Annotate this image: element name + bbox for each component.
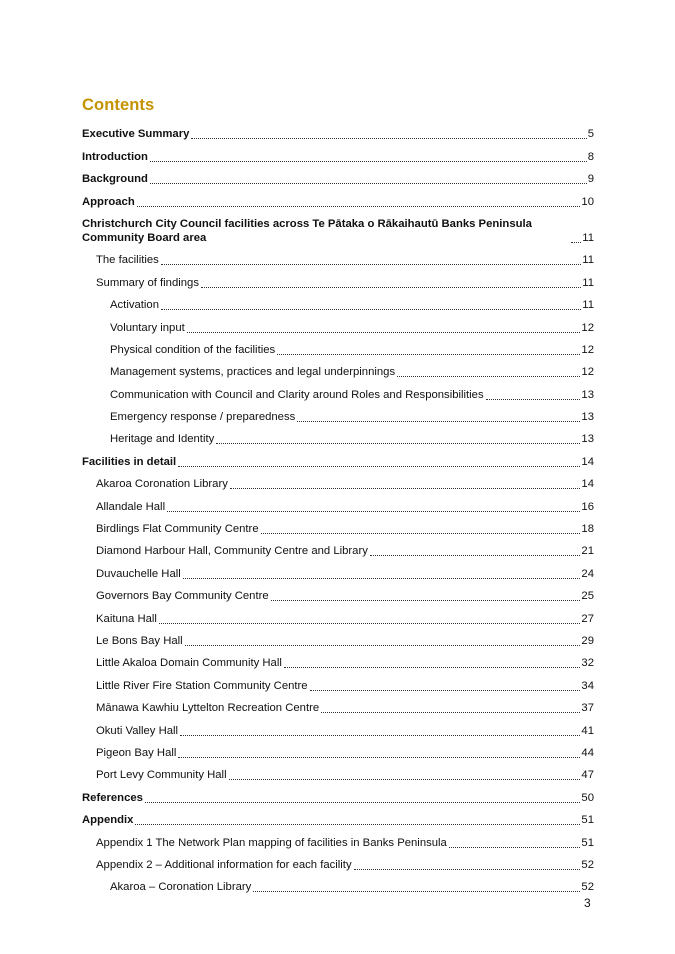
- toc-entry-label: Communication with Council and Clarity around Roles and Responsibilities: [110, 388, 484, 401]
- toc-entry-page: 14: [581, 478, 594, 491]
- toc-entry[interactable]: [82, 558, 594, 580]
- toc-entry[interactable]: [82, 446, 594, 468]
- toc-entry-label: Pigeon Bay Hall: [96, 746, 177, 759]
- toc-entry[interactable]: [82, 379, 594, 401]
- dot-leader: [486, 389, 581, 400]
- toc-entry-page: 14: [581, 455, 594, 468]
- toc-entry-label: Allandale Hall: [96, 500, 166, 513]
- toc-entry-page: 24: [581, 567, 594, 580]
- contents-heading: Contents: [82, 96, 155, 114]
- toc-entry-label: Background: [82, 173, 148, 186]
- toc-entry-page: 12: [581, 366, 594, 379]
- toc-entry[interactable]: [82, 782, 594, 804]
- page-number: 3: [584, 896, 591, 910]
- toc-entry-page: 10: [581, 195, 594, 208]
- toc-entry-label: Birdlings Flat Community Centre: [96, 523, 259, 536]
- toc-entry-page: 18: [581, 523, 594, 536]
- toc-entry-label: Christchurch City Council facilities across Te Pātaka o Rākaihautū Banks Peninsula Community Board area: [82, 217, 532, 244]
- toc-entry-label: Activation: [110, 299, 159, 312]
- toc-entry-page: 34: [581, 679, 594, 692]
- toc-entry-page: 50: [581, 791, 594, 804]
- toc-entry[interactable]: [82, 536, 594, 558]
- toc-entry-page: 13: [581, 433, 594, 446]
- toc-entry-page: 12: [581, 321, 594, 334]
- toc-entry-label: Le Bons Bay Hall: [96, 634, 183, 647]
- toc-entry-label: References: [82, 791, 143, 804]
- dot-leader: [397, 366, 580, 377]
- dot-leader: [230, 478, 581, 489]
- toc-entry[interactable]: [82, 693, 594, 715]
- toc-entry-label: Akaroa Coronation Library: [96, 478, 228, 491]
- toc-entry[interactable]: [82, 850, 594, 872]
- toc-entry[interactable]: [82, 469, 594, 491]
- toc-entry[interactable]: [82, 209, 594, 245]
- toc-entry-label: Approach: [82, 195, 135, 208]
- dot-leader: [271, 590, 581, 601]
- toc-entry-label: Emergency response / preparedness: [110, 411, 296, 424]
- toc-entry-page: 11: [582, 276, 594, 289]
- toc-entry-label: Governors Bay Community Centre: [96, 590, 269, 603]
- toc-entry-page: 52: [581, 881, 594, 894]
- toc-entry-label: The facilities: [96, 254, 159, 267]
- toc-entry-label: Duvauchelle Hall: [96, 567, 181, 580]
- toc-entry[interactable]: [82, 805, 594, 827]
- toc-entry-label: Summary of findings: [96, 276, 199, 289]
- toc-entry[interactable]: [82, 290, 594, 312]
- dot-leader: [277, 344, 580, 355]
- toc-entry-page: 5: [587, 128, 594, 141]
- dot-leader: [183, 568, 581, 579]
- toc-entry[interactable]: [82, 760, 594, 782]
- toc-entry-page: 8: [587, 150, 594, 163]
- dot-leader: [150, 151, 587, 162]
- toc-entry[interactable]: [82, 670, 594, 692]
- toc-entry-page: 44: [581, 746, 594, 759]
- dot-leader: [180, 725, 580, 736]
- toc-entry[interactable]: [82, 245, 594, 267]
- dot-leader: [161, 254, 581, 265]
- dot-leader: [284, 657, 581, 668]
- dot-leader: [191, 128, 586, 139]
- toc-entry-label: Executive Summary: [82, 128, 190, 141]
- toc-entry[interactable]: [82, 402, 594, 424]
- toc-entry-label: Kaituna Hall: [96, 612, 157, 625]
- dot-leader: [229, 769, 581, 780]
- dot-leader: [354, 859, 581, 870]
- toc-entry[interactable]: [82, 872, 594, 894]
- dot-leader: [150, 173, 587, 184]
- toc-entry-label: Akaroa – Coronation Library: [110, 881, 252, 894]
- toc-entry[interactable]: [82, 312, 594, 334]
- toc-entry[interactable]: [82, 335, 594, 357]
- toc-entry[interactable]: [82, 715, 594, 737]
- toc-entry-label: Little Akaloa Domain Community Hall: [96, 657, 282, 670]
- toc-entry[interactable]: [82, 827, 594, 849]
- toc-entry[interactable]: [82, 626, 594, 648]
- toc-entry-label: Okuti Valley Hall: [96, 724, 179, 737]
- toc-entry[interactable]: [82, 119, 594, 141]
- toc-entry-label: Port Levy Community Hall: [96, 769, 227, 782]
- dot-leader: [253, 881, 580, 892]
- dot-leader: [310, 680, 581, 691]
- toc-entry[interactable]: [82, 141, 594, 163]
- toc-entry-page: 13: [581, 388, 594, 401]
- toc-entry-label: Mānawa Kawhiu Lyttelton Recreation Centre: [96, 702, 320, 715]
- toc-entry-page: 52: [581, 858, 594, 871]
- dot-leader: [135, 814, 580, 825]
- dot-leader: [137, 196, 581, 207]
- toc-entry[interactable]: [82, 648, 594, 670]
- dot-leader: [145, 792, 581, 803]
- dot-leader: [321, 702, 580, 713]
- dot-leader: [449, 837, 581, 848]
- toc-entry-label: Appendix 2 – Additional information for each facility: [96, 858, 352, 871]
- toc-entry[interactable]: [82, 581, 594, 603]
- toc-entry-page: 47: [581, 769, 594, 782]
- toc-entry[interactable]: [82, 738, 594, 760]
- dot-leader: [178, 747, 580, 758]
- toc-entry[interactable]: [82, 357, 594, 379]
- toc-entry-page: 51: [581, 814, 594, 827]
- table-of-contents: [82, 119, 594, 894]
- toc-entry[interactable]: [82, 186, 594, 208]
- toc-entry-page: 11: [582, 231, 594, 244]
- dot-leader: [571, 232, 581, 243]
- toc-entry-page: 11: [582, 254, 594, 267]
- dot-leader: [216, 433, 580, 444]
- toc-entry-label: Appendix: [82, 814, 134, 827]
- toc-entry[interactable]: [82, 424, 594, 446]
- toc-entry-page: 12: [581, 343, 594, 356]
- toc-entry-page: 16: [581, 500, 594, 513]
- toc-entry[interactable]: [82, 267, 594, 289]
- toc-entry-page: 25: [581, 590, 594, 603]
- dot-leader: [187, 322, 581, 333]
- toc-entry-page: 51: [581, 836, 594, 849]
- toc-entry-page: 29: [581, 634, 594, 647]
- toc-entry-page: 27: [581, 612, 594, 625]
- toc-entry-page: 21: [581, 545, 594, 558]
- toc-entry-label: Physical condition of the facilities: [110, 343, 276, 356]
- dot-leader: [261, 523, 581, 534]
- toc-entry-page: 11: [582, 299, 594, 312]
- toc-entry-label: Voluntary input: [110, 321, 185, 334]
- toc-entry[interactable]: [82, 491, 594, 513]
- toc-entry-page: 32: [581, 657, 594, 670]
- toc-entry-label: Diamond Harbour Hall, Community Centre and Library: [96, 545, 368, 558]
- toc-entry-page: 9: [587, 173, 594, 186]
- dot-leader: [185, 635, 581, 646]
- toc-entry-label: Facilities in detail: [82, 455, 177, 468]
- dot-leader: [201, 277, 581, 288]
- toc-entry-page: 37: [581, 702, 594, 715]
- dot-leader: [370, 545, 581, 556]
- toc-entry-label: Appendix 1 The Network Plan mapping of facilities in Banks Peninsula: [96, 836, 447, 849]
- toc-entry[interactable]: [82, 603, 594, 625]
- toc-entry-page: 41: [581, 724, 594, 737]
- toc-entry-label: Little River Fire Station Community Centre: [96, 679, 308, 692]
- toc-entry-label: Management systems, practices and legal underpinnings: [110, 366, 396, 379]
- toc-entry[interactable]: [82, 514, 594, 536]
- dot-leader: [167, 501, 580, 512]
- dot-leader: [159, 613, 581, 624]
- dot-leader: [161, 299, 581, 310]
- dot-leader: [178, 456, 580, 467]
- dot-leader: [297, 411, 580, 422]
- toc-entry-label: Heritage and Identity: [110, 433, 215, 446]
- toc-entry[interactable]: [82, 164, 594, 186]
- toc-entry-page: 13: [581, 411, 594, 424]
- toc-entry-label: Introduction: [82, 150, 148, 163]
